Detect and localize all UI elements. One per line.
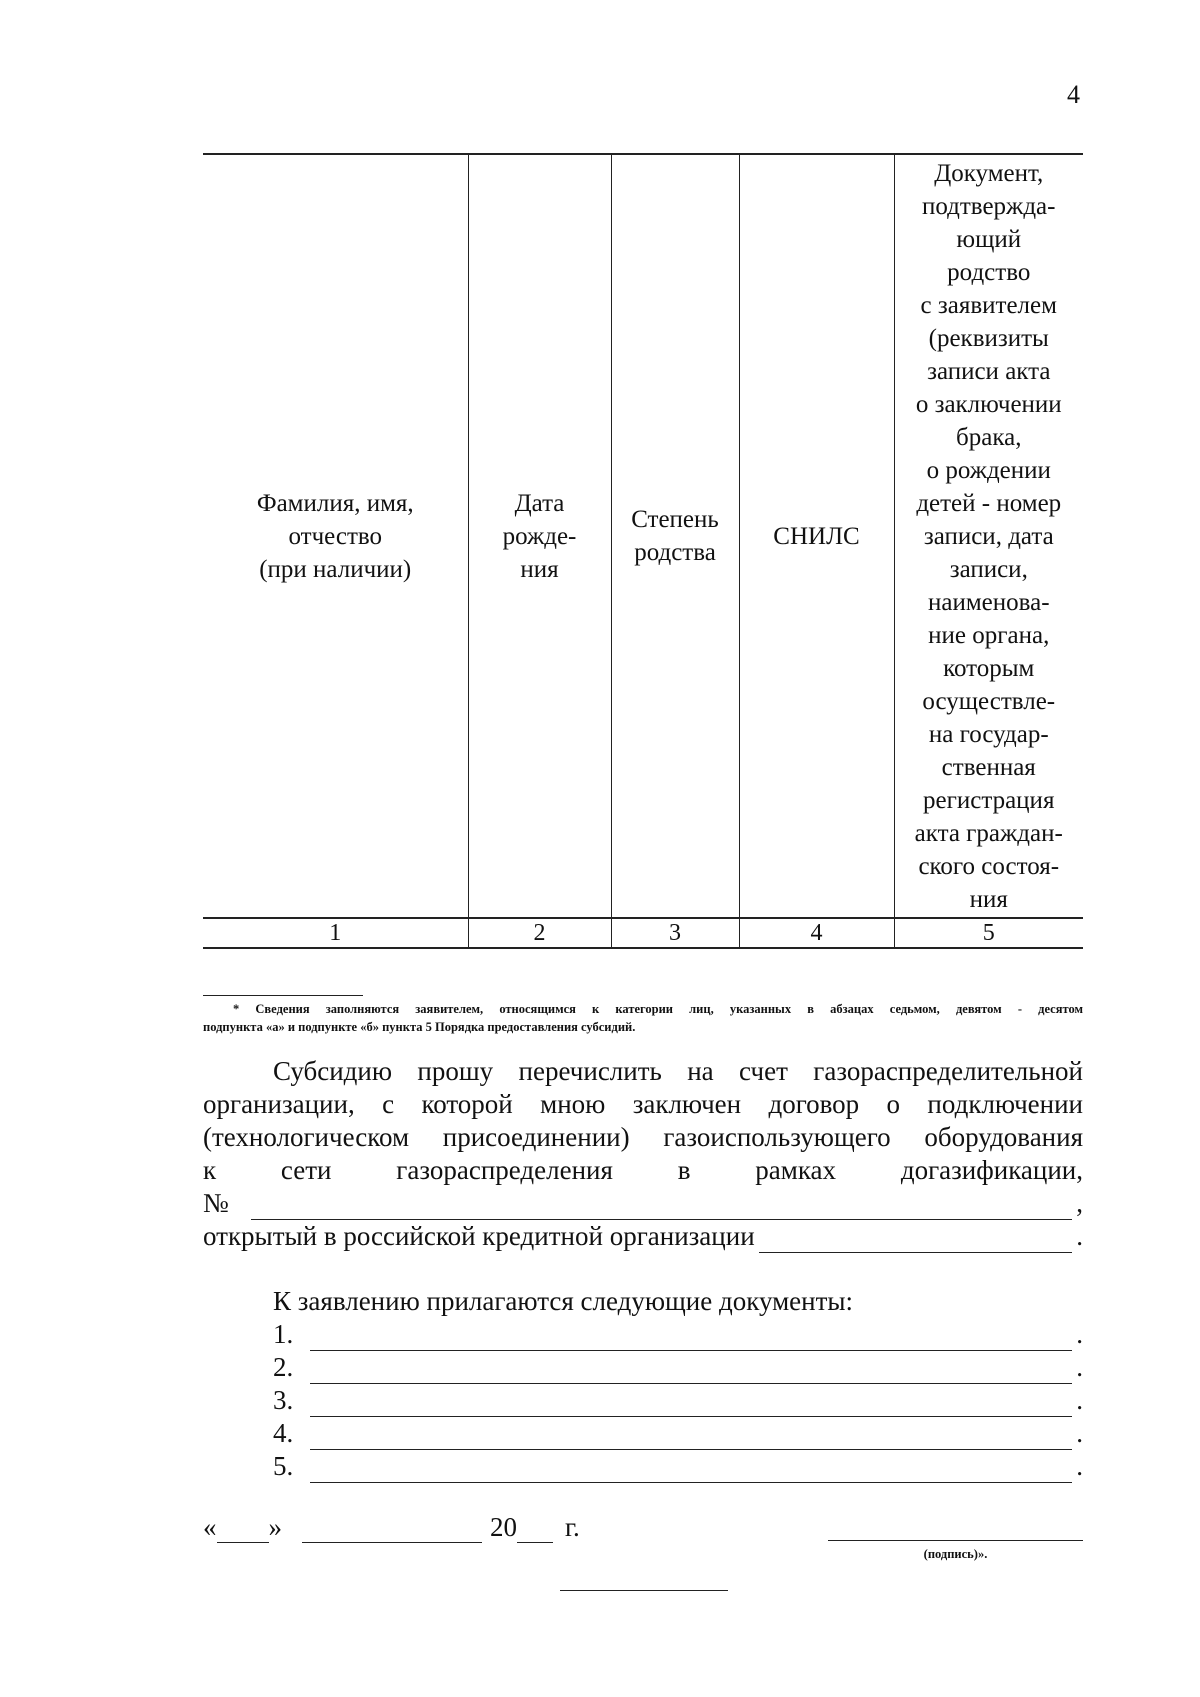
punctuation: . xyxy=(1076,1221,1083,1251)
column-number: 4 xyxy=(739,918,894,948)
paragraph-line: (технологическом присоединении) газоиспользующего оборудования xyxy=(203,1122,1083,1152)
attachment-item xyxy=(203,1417,1083,1450)
attachment-field[interactable] xyxy=(310,1392,1072,1417)
attachments-heading: К заявлению прилагаются следующие документы: xyxy=(273,1286,854,1316)
header-full-name: Фамилия, имя, отчество (при наличии) xyxy=(203,154,468,918)
header-kinship-document: Документ, подтвержда- ющий родство с заявителем (реквизиты записи акта о заключении брака, о рождении детей - номер записи, дата записи, наименова- ние органа, которым осуществле- на государ- ственная регистрация акта граждан- ского состоя- ния xyxy=(894,154,1083,918)
punctuation: . xyxy=(1076,1352,1083,1382)
signature-label: (подпись)». xyxy=(923,1547,988,1561)
close-quote: » xyxy=(268,1512,282,1542)
end-separator xyxy=(560,1590,728,1591)
column-number-row xyxy=(203,918,1083,948)
footnote-line: * Сведения заполняются заявителем, относящимся к категории лиц, указанных в абзацах седьмом, девятом - десятом xyxy=(233,1002,1083,1016)
attachment-item xyxy=(203,1318,1083,1351)
attachment-field[interactable] xyxy=(310,1359,1072,1384)
open-quote: « xyxy=(203,1512,217,1542)
footnote-line: подпункта «а» и подпункте «б» пункта 5 Порядка предоставления субсидий. xyxy=(203,1020,636,1034)
header-relationship: Степень родства xyxy=(611,154,739,918)
column-number: 2 xyxy=(468,918,611,948)
signature-field[interactable] xyxy=(828,1540,1083,1541)
subsidy-request-paragraph xyxy=(203,1055,1083,1253)
header-birth-date: Дата рожде- ния xyxy=(468,154,611,918)
bank-label: открытый в российской кредитной организации xyxy=(203,1221,755,1251)
table-header-row xyxy=(203,154,1083,918)
punctuation: . xyxy=(1076,1418,1083,1448)
bank-row xyxy=(203,1220,1083,1253)
attachment-field[interactable] xyxy=(310,1326,1072,1351)
punctuation: . xyxy=(1076,1451,1083,1481)
account-number-row xyxy=(203,1187,1083,1220)
year-field[interactable] xyxy=(517,1518,553,1543)
bank-name-field[interactable] xyxy=(759,1228,1073,1253)
year-prefix: 20 xyxy=(490,1512,517,1542)
punctuation: . xyxy=(1076,1385,1083,1415)
footnote xyxy=(203,1000,1083,1036)
number-sign-label: № xyxy=(203,1188,229,1218)
month-field[interactable] xyxy=(302,1518,482,1543)
column-number: 3 xyxy=(611,918,739,948)
attachment-item xyxy=(203,1351,1083,1384)
paragraph-line: к сети газораспределения в рамках догазификации, xyxy=(203,1155,1083,1185)
paragraph-line: Субсидию прошу перечислить на счет газораспределительной xyxy=(273,1056,1083,1086)
punctuation: . xyxy=(1076,1319,1083,1349)
paragraph-line: организации, с которой мною заключен договор о подключении xyxy=(203,1089,1083,1119)
column-number: 5 xyxy=(894,918,1083,948)
family-members-table xyxy=(203,153,1083,949)
attachments-section xyxy=(203,1285,1083,1483)
date-row xyxy=(203,1510,580,1543)
year-suffix: г. xyxy=(565,1512,580,1542)
attachment-number: 1. xyxy=(273,1319,294,1349)
column-number: 1 xyxy=(203,918,468,948)
attachment-number: 2. xyxy=(273,1352,294,1382)
attachment-item xyxy=(203,1384,1083,1417)
day-field[interactable] xyxy=(217,1518,269,1543)
attachment-item xyxy=(203,1450,1083,1483)
page-number: 4 xyxy=(1067,80,1080,109)
footnote-separator xyxy=(203,995,363,996)
attachment-number: 5. xyxy=(273,1451,294,1481)
header-snils: СНИЛС xyxy=(739,154,894,918)
attachment-number: 4. xyxy=(273,1418,294,1448)
punctuation: , xyxy=(1076,1188,1083,1218)
attachment-field[interactable] xyxy=(310,1458,1072,1483)
attachment-number: 3. xyxy=(273,1385,294,1415)
attachment-field[interactable] xyxy=(310,1425,1072,1450)
account-number-field[interactable] xyxy=(251,1195,1072,1220)
